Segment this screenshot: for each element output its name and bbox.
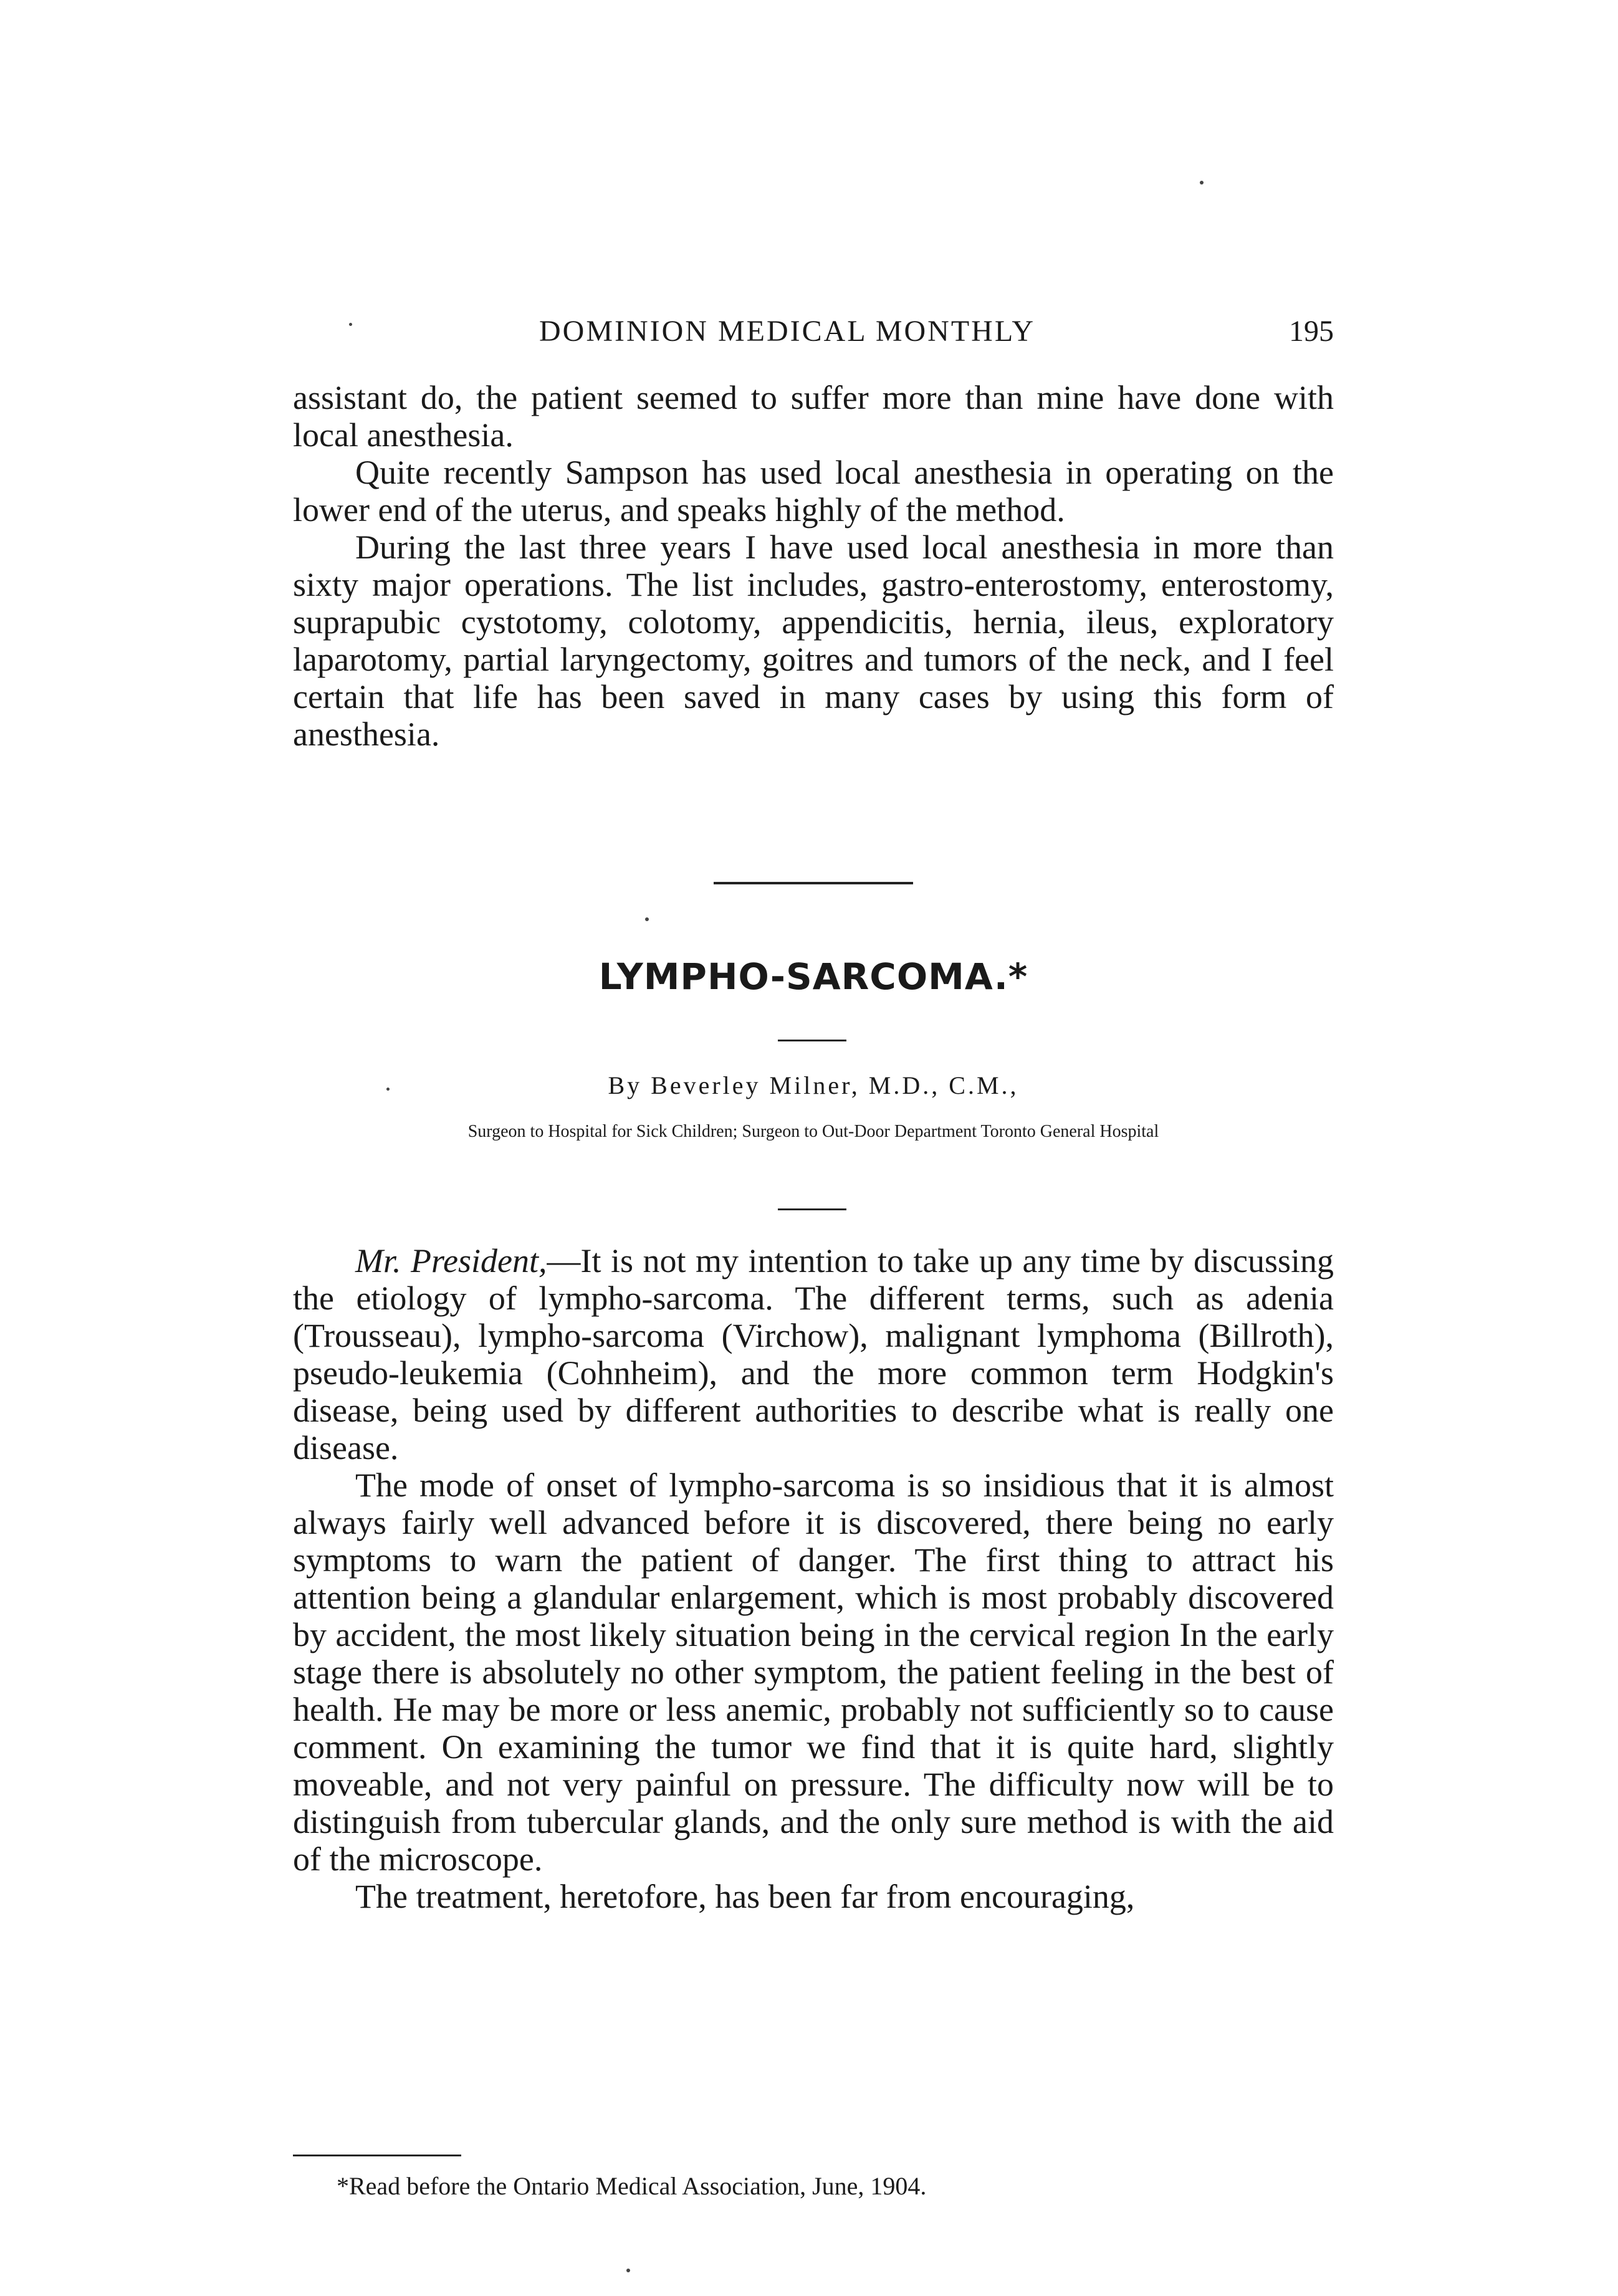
paragraph: assistant do, the patient seemed to suffer more than mine have done with local anesthesia. bbox=[293, 379, 1334, 454]
page-number: 195 bbox=[1289, 315, 1334, 348]
article-body bbox=[293, 1242, 1334, 1915]
continued-text bbox=[293, 379, 1334, 753]
article-title: LYMPHO-SARCOMA.* bbox=[598, 955, 1028, 998]
scan-speck bbox=[1200, 181, 1204, 184]
byline-rule bbox=[778, 1208, 846, 1210]
title-rule bbox=[778, 1040, 846, 1041]
scan-speck bbox=[645, 917, 649, 921]
running-title: DOMINION MEDICAL MONTHLY bbox=[539, 315, 1036, 348]
paragraph: The mode of onset of lympho-sarcoma is so insidious that it is almost always fairly well advanced before it is discovered, there being no early symptoms to warn the patient of danger. The first thing to attract his attention being a glandular enlargement, which is most probably discovered by accident, the most likely situation being in the cervical region In the early stage there is absolutely no other symptom, the patient feeling in the best of health. He may be more or less anemic, probably not sufficiently so to cause comment. On examining the tumor we find that it is quite hard, slightly moveable, and not very painful on pressure. The difficulty now will be to distinguish from tubercular glands, and the only sure method is with the aid of the microscope. bbox=[293, 1466, 1334, 1878]
author-affiliation: Surgeon to Hospital for Sick Children; Surgeon to Out-Door Department Toronto General Hospital bbox=[467, 1122, 1159, 1141]
section-divider bbox=[714, 882, 913, 884]
author-byline: By Beverley Milner, M.D., C.M., bbox=[608, 1071, 1019, 1099]
scan-speck bbox=[626, 2269, 630, 2272]
paragraph-text: —It is not my intention to take up any time by discussing the etiology of lympho-sarcoma. The different terms, such as adenia (Trousseau), lympho-sarcoma (Virchow), malignant lymphoma (Billroth), pseudo-leukemia (Cohnheim), and the more common term Hodgkin's disease, being used by different authorities to describe what is really one disease. bbox=[293, 1242, 1334, 1466]
paragraph: During the last three years I have used local anesthesia in more than sixty major operations. The list includes, gastro-enterostomy, enterostomy, suprapubic cystotomy, colotomy, appendicitis, hernia, ileus, exploratory laparotomy, partial laryngectomy, goitres and tumors of the neck, and I feel certain that life has been saved in many cases by using this form of anesthesia. bbox=[293, 529, 1334, 753]
paragraph: The treatment, heretofore, has been far from encouraging, bbox=[355, 1878, 1135, 1915]
footnote-rule bbox=[293, 2155, 461, 2156]
paragraph: Quite recently Sampson has used local anesthesia in operating on the lower end of the uterus, and speaks highly of the method. bbox=[293, 454, 1334, 529]
footnote: *Read before the Ontario Medical Association, June, 1904. bbox=[337, 2172, 927, 2200]
opening-paragraph bbox=[293, 1242, 1334, 1466]
running-head bbox=[293, 312, 1334, 355]
salutation: Mr. President, bbox=[355, 1242, 547, 1280]
